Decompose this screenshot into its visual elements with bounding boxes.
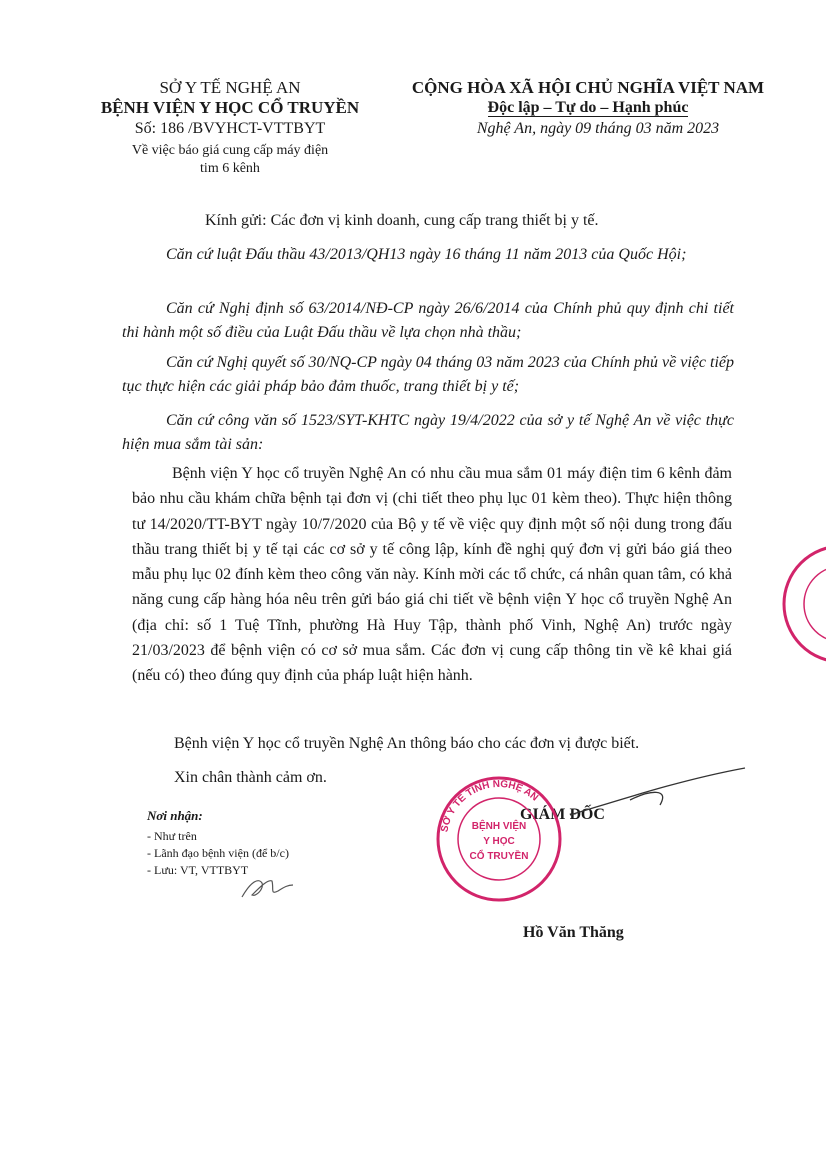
- document-subject: Về việc báo giá cung cấp máy điện tim 6 kênh: [131, 143, 329, 176]
- legal-basis-paragraph: Căn cứ luật Đấu thầu 43/2013/QH13 ngày 16 tháng 11 năm 2013 của Quốc Hội;: [166, 246, 687, 263]
- page-edge-stamp: [780, 540, 826, 670]
- signature-mark: [560, 760, 750, 820]
- recipients-item: - Lưu: VT, VTTBYT: [147, 863, 249, 877]
- stamp-line: BỆNH VIỆN: [471, 821, 527, 832]
- organization-name: BỆNH VIỆN Y HỌC CỔ TRUYỀN: [100, 98, 360, 117]
- signer-name: Hồ Văn Thăng: [523, 924, 624, 941]
- initials-mark: [238, 873, 296, 903]
- stamp-line: CỔ TRUYỀN: [469, 851, 529, 862]
- national-title-block: [388, 78, 788, 140]
- recipients-item: - Như trên: [147, 829, 197, 843]
- recipient-line: [205, 210, 599, 232]
- signer-title: GIÁM ĐỐC: [520, 806, 605, 823]
- notice-line: Bệnh viện Y học cổ truyền Nghệ An thông báo cho các đơn vị được biết.: [174, 735, 640, 752]
- recipient-label: Kính gửi:: [205, 212, 267, 229]
- legal-basis-paragraph: Căn cứ Nghị quyết số 30/NQ-CP ngày 04 tháng 03 năm 2023 của Chính phủ về việc tiếp tục thực hiện các giải pháp bảo đảm thuốc, trang thiết bị y tế;: [122, 354, 734, 395]
- legal-basis-paragraph: Căn cứ Nghị định số 63/2014/NĐ-CP ngày 26/6/2014 của Chính phủ quy định chi tiết thi hành một số điều của Luật Đấu thầu về lựa chọn nhà thầu;: [122, 300, 734, 341]
- document-number: Số: 186 /BVYHCT-VTTBYT: [134, 120, 326, 137]
- issuing-organization-block: [70, 78, 390, 178]
- parent-organization: SỞ Y TẾ NGHỆ AN: [159, 78, 301, 97]
- place-and-date: Nghệ An, ngày 09 tháng 03 năm 2023: [476, 120, 720, 137]
- national-title: CỘNG HÒA XÃ HỘI CHỦ NGHĨA VIỆT NAM: [411, 78, 765, 97]
- main-paragraph: Bệnh viện Y học cổ truyền Nghệ An có nhu cầu mua sắm 01 máy điện tim 6 kênh đảm bảo nhu cầu khám chữa bệnh tại đơn vị (chi tiết theo phụ lục 01 kèm theo). Thực hiện thông tư 14/2020/TT-BYT ngày 10/7/2020 của Bộ y tế về việc quy định một số nội dung trong đấu thầu trang thiết bị y tế tại các cơ sở y tế công lập, kính đề nghị quý đơn vị gửi báo giá theo mẫu phụ lục 02 đính kèm theo công văn này. Kính mời các tổ chức, cá nhân quan tâm, có khả năng cung cấp hàng hóa nêu trên gửi báo giá chi tiết về bệnh viện Y học cổ truyền Nghệ An (địa chỉ: số 1 Tuệ Tĩnh, phường Hà Huy Tập, thành phố Vinh, Nghệ An) trước ngày 21/03/2023 để bệnh viện có cơ sở mua sắm. Các đơn vị cung cấp thông tin về kê khai giá (nếu có) theo đúng quy định của pháp luật hiện hành.: [132, 465, 732, 685]
- legal-basis-paragraph: Căn cứ công văn số 1523/SYT-KHTC ngày 19/4/2022 của sở y tế Nghệ An về việc thực hiện mua sắm tài sản:: [122, 412, 734, 453]
- stamp-line: Y HỌC: [483, 836, 515, 847]
- thanks-line: Xin chân thành cảm ơn.: [174, 769, 327, 786]
- official-stamp: [434, 774, 564, 904]
- recipients-title: Nơi nhận:: [147, 808, 203, 823]
- recipients-item: - Lãnh đạo bệnh viện (để b/c): [147, 846, 289, 860]
- national-motto: Độc lập – Tự do – Hạnh phúc: [487, 99, 689, 116]
- stamp-ring-text: SỞ Y TẾ TỈNH NGHỆ AN: [439, 778, 541, 834]
- recipient-text: Các đơn vị kinh doanh, cung cấp trang thiết bị y tế.: [266, 212, 599, 229]
